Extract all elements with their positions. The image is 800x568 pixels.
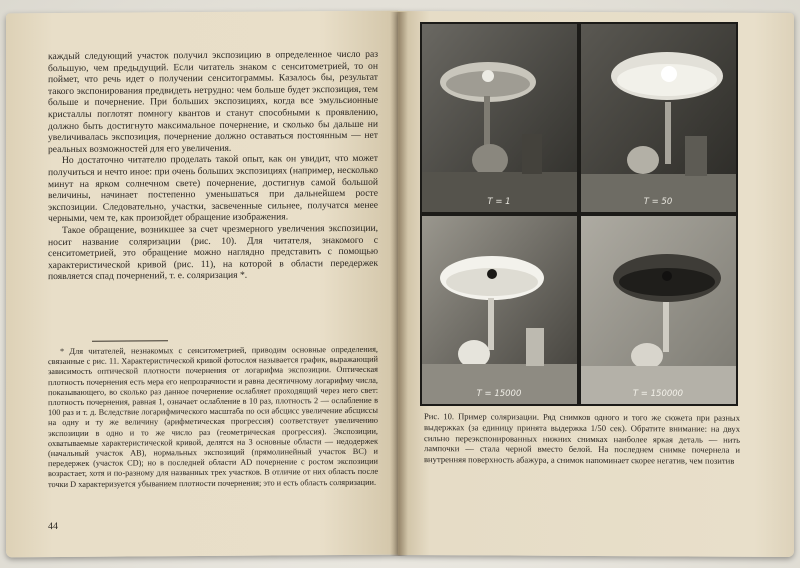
panel-label-2: T = 50: [643, 197, 673, 207]
photo-panel-4: [581, 216, 736, 404]
photo-panel-1: [422, 24, 577, 212]
paragraph-3: Такое обращение, возникшее за счет чрезмерного увеличения экспозиции, носит название соляризации (рис. 10). Для читателя, знакомого с сенситометрией, это обращение можно наглядно представить с помощью характеристической кривой (рис. 11), на которой в области передержек появляется спад почернений, т. е. соляризация *.: [48, 222, 378, 283]
book-gutter: [390, 12, 408, 556]
panel-label-1: T = 1: [487, 197, 511, 207]
solarization-figure: [420, 22, 738, 406]
lamp-photo-3: [422, 216, 577, 404]
left-page: [6, 11, 398, 558]
figure-caption: Рис. 10. Пример соляризации. Ряд снимков одного и того же сюжета при разных выдержках (за единицу принята выдержка 1/50 сек). Обратите внимание: на двух сильно переэкспонированных нижних снимках наиболее яркая деталь — нить лампочки — стала черной вместо белой. На последнем снимке почернела и внутренняя поверхность абажура, а снимок напоминает скорее негатив, чем позитив: [424, 411, 740, 466]
body-text: [48, 49, 378, 283]
footnote-rule: [92, 340, 168, 342]
footnote: [48, 345, 378, 490]
photo-panel-3: [422, 216, 577, 404]
panel-label-3: T = 15000: [476, 389, 522, 399]
lamp-photo-4: [581, 216, 736, 404]
page-number: 44: [48, 521, 58, 533]
panel-label-4: T = 150000: [632, 389, 684, 399]
footnote-text: * Для читателей, незнакомых с сенситометрией, приводим основные определения, связанные с рис. 11. Характеристической кривой фотослоя называется график, выражающий зависимость оптической плотности почернения от логарифма экспозиции. Оптическая плотность почернения есть мера его непрозрачности и равна десятичному логарифму числа, показывающего, во сколько раз данное почернение ослабляет проходящий через него свет: плотность почернения, равная 1, означает ослабление в 10 раз, плотность 2 — ослабление в 100 раз и т. д. Вследствие логарифмического масштаба по оси абсцисс увеличение абсциссы на одну и ту же величину (арифметическая прогрессия) соответствует увеличению экспозиции в одно и то же число раз (геометрическая прогрессия). Экспозиции, охватываемые характеристической кривой, делятся на 3 основные области — недодержек (начальный участок AB), нормальных экспозиций (прямолинейный участок BC) и передержек (участок CD); но в последней области AD почернение с ростом экспозиции возрастает, хотя и по-разному для названных трех участков. В отличие от них область после точки D характеризуется убыванием плотности почернения; это и есть область соляризации.: [48, 344, 378, 489]
paragraph-1: каждый следующий участок получил экспозицию в определенное число раз большую, чем предыдущий. Если читатель знаком с сенситометрией, то он поймет, что речь идет о получении сенситограммы. Казалось бы, результат такого экспонирования предвидеть нетрудно: чем больше будет экспозиция, тем больше и почернение. При больших экспозициях, когда все эмульсионные кристаллы поглотят помногу квантов и станут способными к проявлению, должно быть достигнуто максимальное почернение, и сколько бы дальше ни увеличивалась экспозиция, почернение должно оставаться постоянным — нет реальных возможностей для его увеличения.: [48, 48, 378, 155]
photo-panel-2: [581, 24, 736, 212]
paragraph-2: Но достаточно читателю проделать такой опыт, как он увидит, что может получиться и нечто иное: при очень больших экспозициях (например, несколько минут на ярком солнечном свете) почернение, достигнув самой большой величины, начинает постепенно уменьшаться при дальнейшем росте экспозиции. Следовательно, участки, засвеченные сильнее, получатся менее черными, чем те, как произойдет обращение изображения.: [48, 153, 378, 225]
lamp-photo-2: [581, 24, 736, 212]
lamp-photo-1: [422, 24, 577, 212]
